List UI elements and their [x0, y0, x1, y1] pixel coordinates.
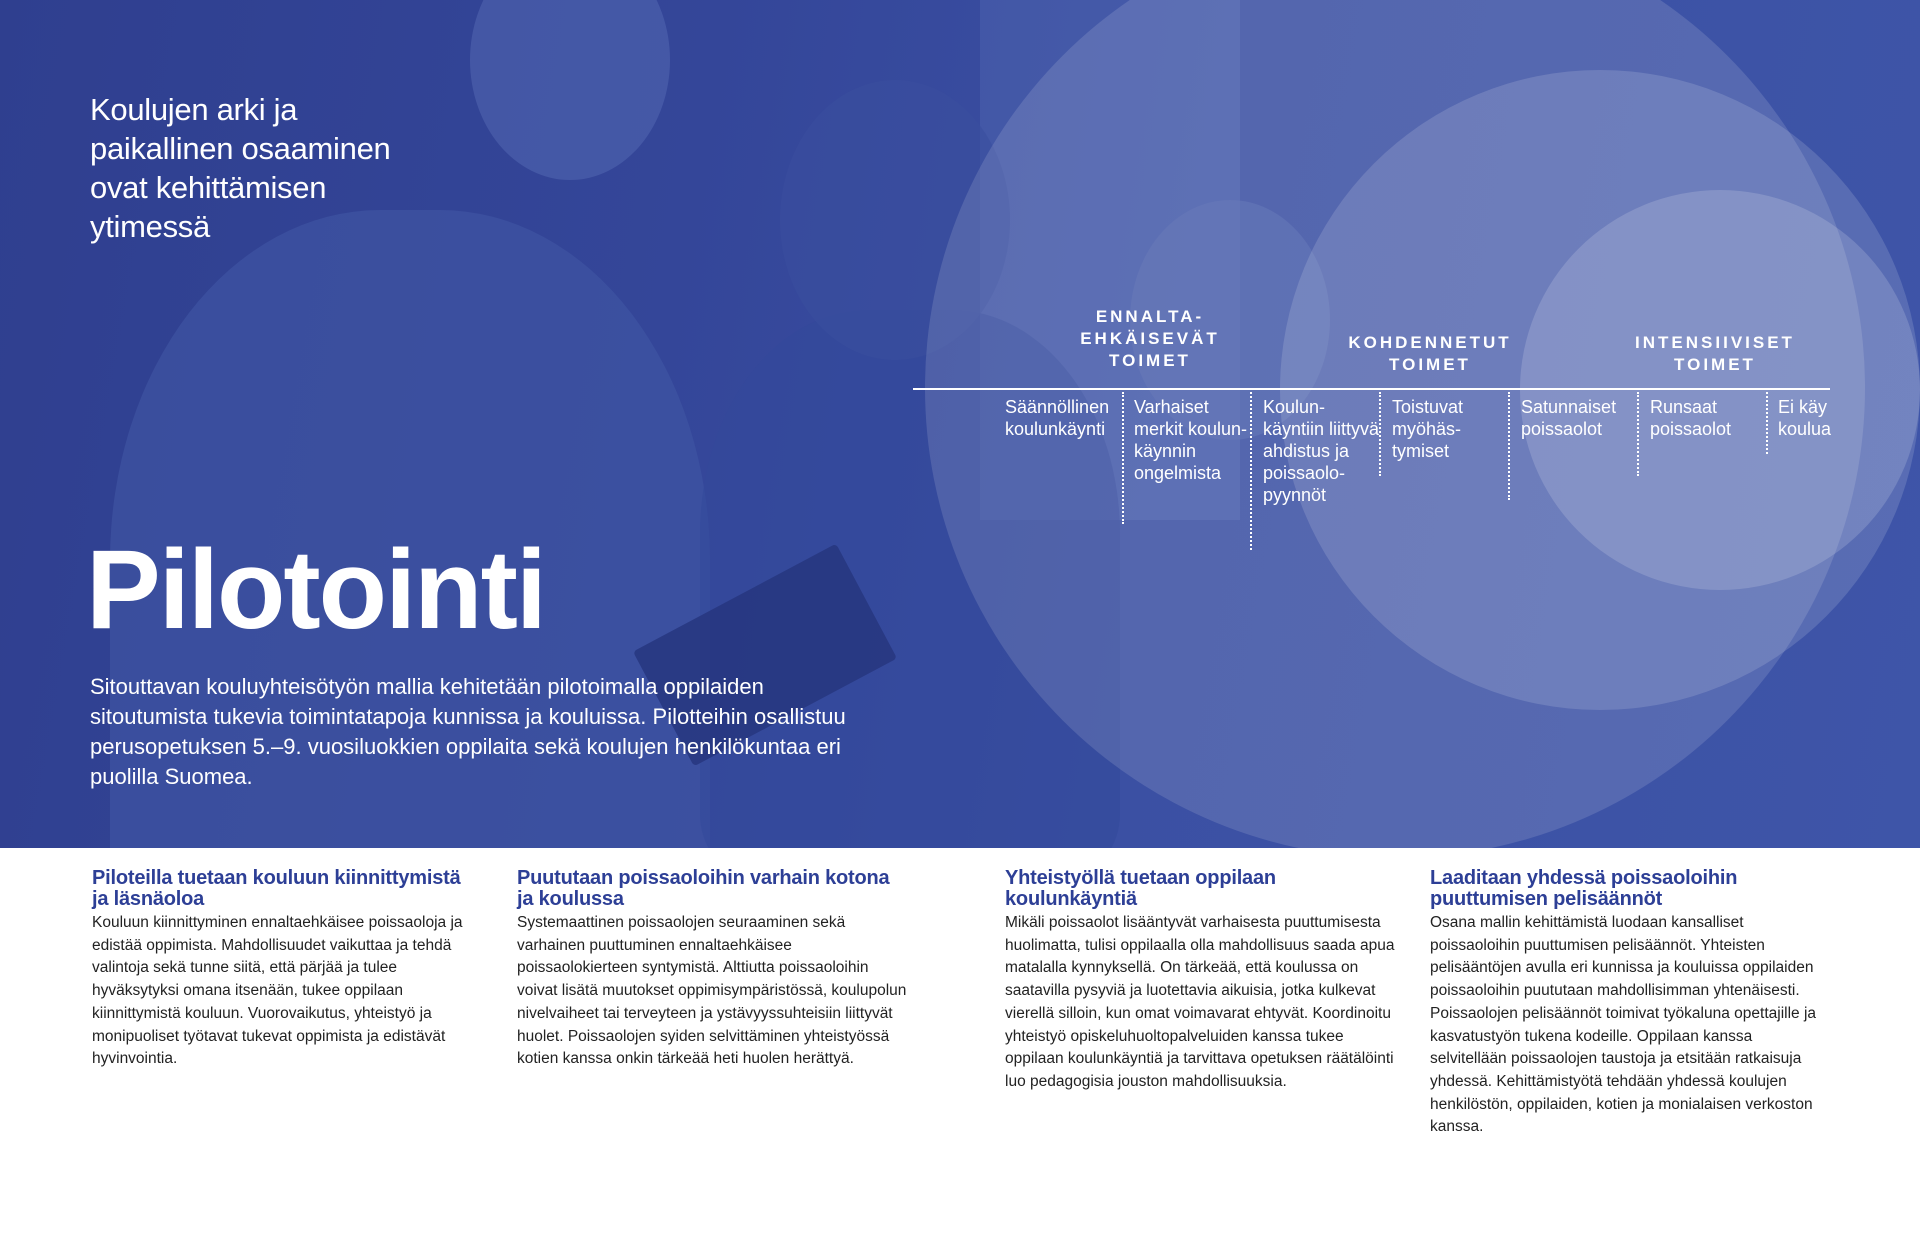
hero-subtitle: Koulujen arki ja paikallinen osaaminen ovat kehittämisen ytimessä — [90, 92, 391, 244]
step-divider — [1766, 392, 1768, 454]
scale-axis — [913, 388, 1830, 390]
step-not-attending: Ei käy koulua — [1778, 397, 1832, 439]
step-divider — [1250, 392, 1252, 550]
column-title: Yhteistyöllä tuetaan oppilaan koulunkäyntiä — [1005, 867, 1276, 910]
column-ground-rules — [1430, 868, 1830, 1139]
column-body: Osana mallin kehittämistä luodaan kansalliset poissaoloihin puuttumisen pelisäännöt. Yhteisten pelisääntöjen avulla eri kunnissa ja kouluissa oppilaiden poissaoloihin puututaan mahdollisimman yhtenäisesti. Poissaolojen pelisäännöt toimivat työkaluna opettajille ja kasvatustyön tukena kodeille. Oppilaan kanssa selvitellään poissaolojen taustoja ja etsitään ratkaisuja yhdessä. Kehittämistyötä tehdään yhdessä koulujen henkilöstön, oppilaiden, kotien ja monialaisen verkoston kanssa. — [1430, 914, 1817, 1136]
circle-intensive — [1520, 190, 1920, 590]
page-title: Pilotointi — [86, 527, 546, 652]
column-title: Puututaan poissaoloihin varhain kotona ja koulussa — [517, 867, 890, 910]
column-title: Laaditaan yhdessä poissaoloihin puuttumisen pelisäännöt — [1430, 867, 1738, 910]
column-body: Kouluun kiinnittyminen ennaltaehkäisee poissaoloja ja edistää oppimista. Mahdollisuudet vaikuttaa ja tehdä valintoja sekä tunne siitä, että pärjää ja tulee hyväksytyksi omana itsenään, tukee oppilaan kiinnittymistä kouluun. Vuorovaikutus, yhteistyö ja monipuoliset työtavat tukevat oppimista ja edistävät hyvinvointia. — [92, 914, 463, 1068]
level-intensive-label: INTENSIIVISET TOIMET — [1635, 333, 1795, 374]
column-body: Mikäli poissaolot lisääntyvät varhaisesta puuttumisesta huolimatta, tulisi oppilaalla olla mahdollisuus saada apua matalalla kynnyksellä. On tärkeää, että koulussa on saatavilla pysyviä ja luotettavia aikuisia, jotka kulkevat vierellä silloin, kun omat voimavarat ehtyvät. Koordinoitu yhteistyö opiskeluhuoltopalveluiden kanssa tukee oppilaan koulunkäyntiä ja tarvittava opetuksen räätälöinti luo pedagogisia jouston mahdollisuuksia. — [1005, 914, 1395, 1090]
step-frequent-absences: Runsaat poissaolot — [1650, 397, 1732, 439]
column-cooperation — [1005, 868, 1395, 1094]
level-preventive-label: ENNALTA-EHKÄISEVÄT TOIMET — [1080, 307, 1220, 370]
step-early-signs: Varhaiset merkit koulun-käynnin ongelmista — [1134, 397, 1248, 483]
column-body: Systemaattinen poissaolojen seuraaminen sekä varhainen puuttuminen ennaltaehkäisee poissaolokierteen syntymistä. Alttiutta poissaoloihin voivat lisätä muutokset oppimisympäristössä, koulupolun nivelvaiheet tai terveyteen ja ystävyyssuhteisiin liittyvät huolet. Poissaolojen syiden selvittäminen yhteistyössä kotien kanssa onkin tärkeää heti huolen herättyä. — [517, 914, 907, 1068]
step-lateness: Toistuvat myöhäs-tymiset — [1392, 397, 1464, 461]
intro-text: Sitouttavan kouluyhteisötyön mallia kehitetään pilotoimalla oppilaiden sitoutumista tukevia toimintatapoja kunnissa ja kouluissa. Pilotteihin osallistuu perusopetuksen 5.–9. vuosiluokkien oppilaita sekä koulujen henkilökuntaa eri puolilla Suomea. — [90, 674, 846, 789]
step-occasional-absences: Satunnaiset poissaolot — [1521, 397, 1617, 439]
column-title: Piloteilla tuetaan kouluun kiinnittymistä ja läsnäoloa — [92, 867, 461, 910]
step-divider — [1508, 392, 1510, 500]
step-anxiety: Koulun-käyntiin liittyvä ahdistus ja poissaolo-pyynnöt — [1263, 397, 1380, 505]
column-engagement — [92, 868, 482, 1071]
step-divider — [1379, 392, 1381, 476]
step-regular-attendance: Säännöllinen koulunkäynti — [1005, 397, 1110, 439]
column-early-intervention — [517, 868, 907, 1071]
step-divider — [1122, 392, 1124, 524]
level-targeted-label: KOHDENNETUT TOIMET — [1348, 333, 1512, 374]
step-divider — [1637, 392, 1639, 476]
